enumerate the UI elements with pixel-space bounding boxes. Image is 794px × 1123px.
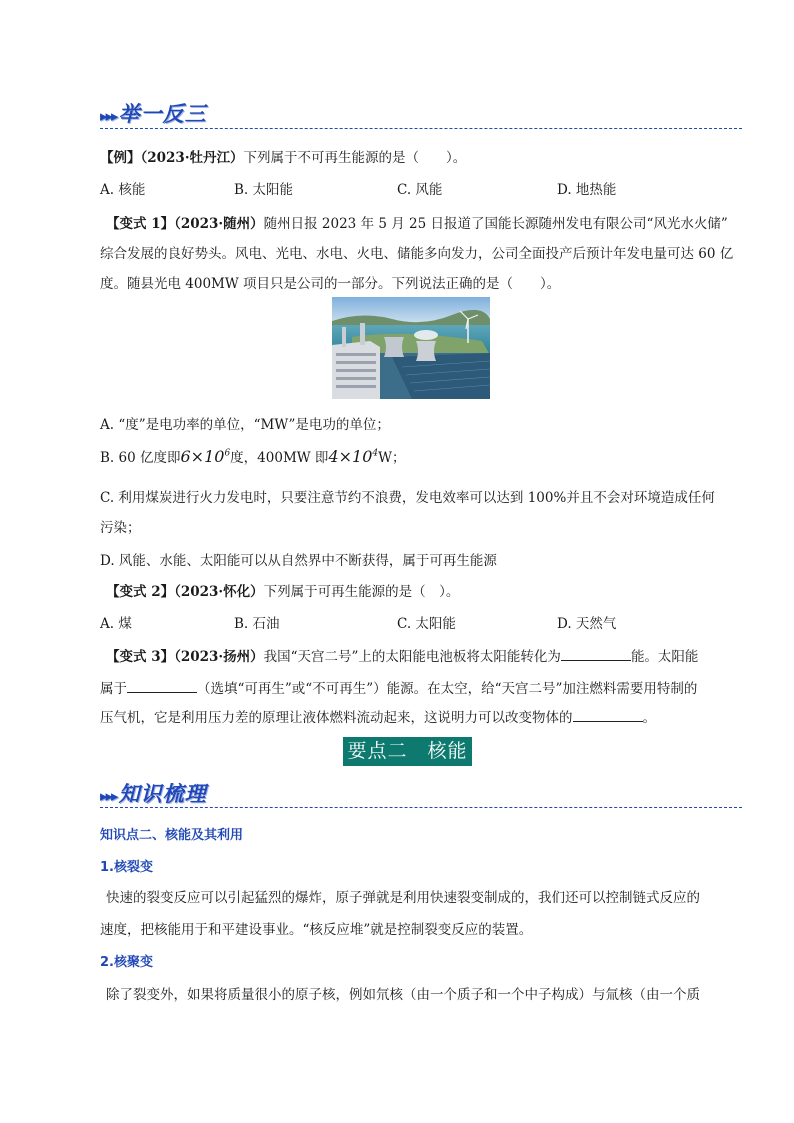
- variant1-option-d: D. 风能、水能、太阳能可以从自然界中不断获得，属于可再生能源: [100, 553, 497, 569]
- answer-blank[interactable]: [127, 680, 197, 693]
- subheading-fusion: 2.核聚变: [100, 955, 153, 970]
- variant3-line1: 【变式 3】（2023·扬州）我国“天宫二号”上的太阳能电池板将太阳能转化为 能。太阳能: [106, 649, 699, 665]
- variant1-option-b: B. 60 亿度即$6\times 10^6$度，400MW 即$4\times 10^4W$；: [100, 447, 406, 466]
- variant2-question: 【变式 2】（2023·怀化）下列属于可再生能源的是（ ）。: [106, 584, 460, 600]
- variant2-option-b: B. 石油: [234, 616, 280, 632]
- fission-para-line2: 速度，把核能用于和平建设事业。“核反应堆”就是控制裂变反应的装置。: [100, 922, 533, 938]
- triple-arrow-icon: ▸▸▸: [100, 107, 117, 125]
- variant1-option-a: A. “度”是电功率的单位，“MW”是电功的单位；: [100, 417, 390, 433]
- section-title-knowledge: ▸▸▸知识梳理: [100, 782, 207, 806]
- answer-blank[interactable]: [573, 709, 643, 722]
- variant2-option-d: D. 天然气: [557, 616, 617, 632]
- example-option-b: B. 太阳能: [234, 182, 294, 198]
- subheading-fission: 1.核裂变: [100, 860, 153, 875]
- variant1-option-c-line2: 污染；: [100, 520, 141, 536]
- example-question: 【例】（2023·牡丹江）下列属于不可再生能源的是（ ）。: [100, 150, 467, 166]
- variant2-option-c: C. 太阳能: [397, 616, 456, 632]
- variant1-option-c-line1: C. 利用煤炭进行火力发电时，只要注意节约不浪费，发电效率可以达到 100%并且不会对环境造成任何: [100, 490, 715, 506]
- fission-para-line1: 快速的裂变反应可以引起猛烈的爆炸，原子弹就是利用快速裂变制成的，我们还可以控制链式反应的: [106, 890, 700, 906]
- answer-blank[interactable]: [561, 648, 631, 661]
- variant2-option-a: A. 煤: [100, 616, 132, 632]
- knowledge-point-title: 知识点二、核能及其利用: [100, 828, 244, 843]
- example-option-c: C. 风能: [397, 182, 443, 198]
- power-plant-photo: [332, 297, 490, 399]
- example-option-d: D. 地热能: [557, 182, 617, 198]
- section-title-practice: ▸▸▸举一反三: [100, 102, 207, 126]
- keypoint-heading: 要点二 核能: [343, 737, 472, 766]
- variant1-line2: 综合发展的良好势头。风电、光电、水电、火电、储能多向发力，公司全面投产后预计年发电量可达 60 亿: [100, 246, 734, 262]
- section-divider: [100, 807, 742, 808]
- example-option-a: A. 核能: [100, 182, 146, 198]
- variant1-line1: 【变式 1】（2023·随州）随州日报 2023 年 5 月 25 日报道了国能长源随州发电有限公司“风光水火储”: [106, 216, 728, 232]
- triple-arrow-icon: ▸▸▸: [100, 787, 117, 805]
- variant3-line3: 压气机，它是利用压力差的原理让液体燃料流动起来，这说明力可以改变物体的 。: [100, 710, 656, 726]
- variant1-line3: 度。随县光电 400MW 项目只是公司的一部分。下列说法正确的是（ ）。: [100, 276, 561, 292]
- section-divider: [100, 128, 742, 129]
- variant3-line2: 属于 （选填“可再生”或“不可再生”）能源。在太空，给“天宫二号”加注燃料需要用特制的: [100, 681, 698, 697]
- power-plant-illustration: [332, 297, 490, 399]
- fusion-para-line1: 除了裂变外，如果将质量很小的原子核，例如氘核（由一个质子和一个中子构成）与氚核（由一个质: [106, 987, 700, 1003]
